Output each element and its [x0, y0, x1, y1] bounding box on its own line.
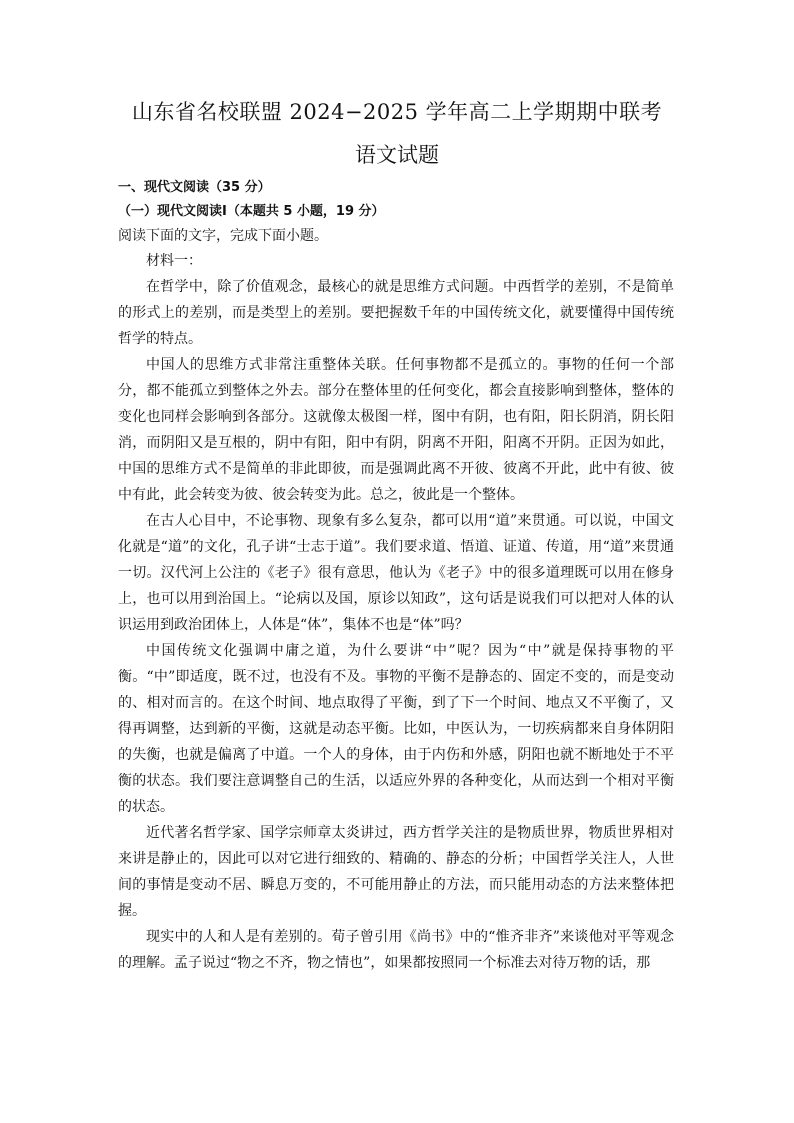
paragraph: 在古人心目中，不论事物、现象有多么复杂，都可以用“道”来贯通。可以说，中国文化就是“道”的文化，孔子讲“士志于道”。我们要求道、悟道、证道、传道，用“道”来贯通一切。汉代河上公注的《老子》很有意思，他认为《老子》中的很多道理既可以用在修身上，也可以用到治国上。“论病以及国，原诊以知政”，这句话是说我们可以把对人体的认识运用到政治团体上，人体是“体”，集体不也是“体”吗？	[118, 513, 674, 633]
paragraph: 近代著名哲学家、国学宗师章太炎讲过，西方哲学关注的是物质世界，物质世界相对来讲是静止的，因此可以对它进行细致的、精确的、静态的分析；中国哲学关注人，人世间的事情是变动不居、瞬息万变的，不可能用静止的方法，而只能用动态的方法来整体把握。	[118, 825, 674, 919]
document-subtitle: 语文试题	[355, 143, 439, 167]
reading-instruction: 阅读下面的文字，完成下面小题。	[118, 228, 328, 244]
material-label: 材料一：	[146, 253, 202, 269]
paragraph: 中国人的思维方式非常注重整体关联。任何事物都不是孤立的。事物的任何一个部分，都不能孤立到整体之外去。部分在整体里的任何变化，都会直接影响到整体，整体的变化也同样会影响到各部分。这就像太极图一样，图中有阴，也有阳，阳长阴消，阴长阳消，而阴阳又是互根的，阴中有阳，阳中有阴，阴离不开阳，阳离不开阴。正因为如此，中国的思维方式不是简单的非此即彼，而是强调此离不开彼、彼离不开此，此中有彼、彼中有此，此会转变为彼、彼会转变为此。总之，彼此是一个整体。	[118, 357, 674, 503]
paragraph: 中国传统文化强调中庸之道，为什么要讲“中”呢？因为“中”就是保持事物的平衡。“中”即适度，既不过，也没有不及。事物的平衡不是静态的、固定不变的，而是变动的、相对而言的。在这个时间、地点取得了平衡，到了下一个时间、地点又不平衡了，又得再调整，达到新的平衡，这就是动态平衡。比如，中医认为，一切疾病都来自身体阴阳的失衡，也就是偏离了中道。一个人的身体，由于内伤和外感，阴阳也就不断地处于不平衡的状态。我们要注意调整自己的生活，以适应外界的各种变化，从而达到一个相对平衡的状态。	[118, 643, 674, 815]
document-title: 山东省名校联盟 2024−2025 学年高二上学期期中联考	[131, 100, 663, 124]
subsection-heading: （一）现代文阅读Ⅰ（本题共 5 小题，19 分）	[118, 204, 385, 219]
paragraph: 现实中的人和人是有差别的。荀子曾引用《尚书》中的“惟齐非齐”来谈他对平等观念的理解。孟子说过“物之不齐，物之情也”，如果都按照同一个标准去对待万物的话，那	[118, 929, 674, 971]
section-heading: 一、现代文阅读（35 分）	[118, 180, 271, 195]
paragraph: 在哲学中，除了价值观念，最核心的就是思维方式问题。中西哲学的差别，不是简单的形式上的差别，而是类型上的差别。要把握数千年的中国传统文化，就要懂得中国传统哲学的特点。	[118, 279, 674, 347]
document-body	[118, 176, 674, 976]
